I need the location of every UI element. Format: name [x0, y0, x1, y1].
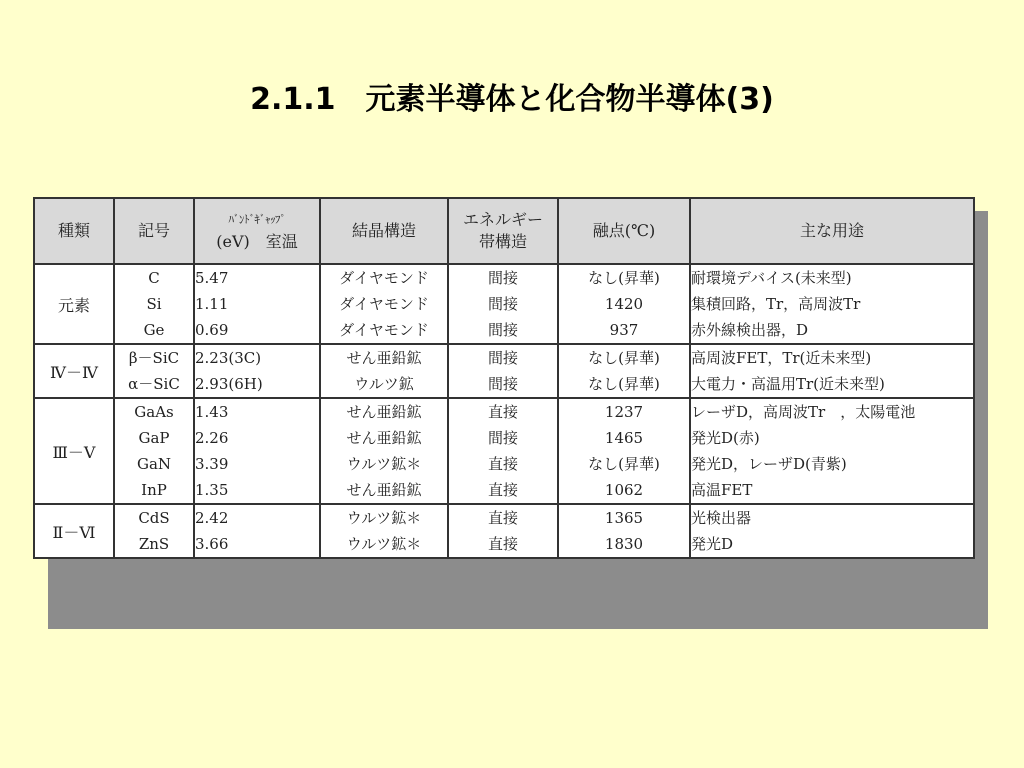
- band-structure-cell-line: 直接: [487, 535, 518, 553]
- bandgap-cell-line: 1.43: [195, 403, 229, 421]
- symbol-cell-line: β－SiC: [128, 349, 180, 367]
- bandgap-cell: [194, 398, 320, 504]
- band-structure-cell-line: 間接: [487, 321, 518, 339]
- header-bandgap-line1: ﾊﾞﾝﾄﾞｷﾞｬｯﾌﾟ: [228, 213, 286, 226]
- table-row: [34, 344, 974, 398]
- melting-point-cell-line: 1237: [604, 403, 644, 421]
- uses-cell-line: 発光D: [691, 535, 734, 553]
- group-kind-cell: Ⅳ－Ⅳ: [34, 344, 114, 398]
- uses-cell-line: 集積回路，Tr，高周波Tr: [691, 295, 861, 313]
- melting-point-cell-line: 1365: [604, 509, 644, 527]
- band-structure-cell-line: 直接: [487, 403, 518, 421]
- bandgap-cell-line: 2.42: [195, 509, 229, 527]
- bandgap-cell-line: 3.66: [195, 535, 229, 553]
- uses-cell-line: 高周波FET，Tr(近未来型): [691, 349, 872, 367]
- semiconductor-properties-table: [33, 197, 975, 559]
- crystal-cell-line: ダイヤモンド: [339, 269, 429, 287]
- bandgap-cell-line: 1.35: [195, 481, 229, 499]
- uses-cell: [690, 264, 974, 344]
- header-bandgap-line2: (eV) 室温: [216, 232, 298, 251]
- crystal-cell-line: せん亜鉛鉱: [346, 349, 422, 367]
- slide-title: 2.1.1 元素半導体と化合物半導体(3): [250, 82, 774, 117]
- band-structure-cell: [448, 264, 558, 344]
- melting-point-cell-line: なし(昇華): [588, 375, 660, 393]
- header-uses: 主な用途: [690, 198, 974, 264]
- melting-point-cell-line: なし(昇華): [588, 455, 660, 473]
- header-crystal: 結晶構造: [320, 198, 448, 264]
- melting-point-cell: [558, 344, 690, 398]
- uses-cell-line: 赤外線検出器，D: [691, 321, 809, 339]
- uses-cell: [690, 504, 974, 558]
- melting-point-cell: [558, 264, 690, 344]
- uses-cell-line: 大電力・高温用Tr(近未来型): [691, 375, 885, 393]
- crystal-cell: [320, 504, 448, 558]
- crystal-cell-line: ウルツ鉱＊: [346, 535, 422, 553]
- band-structure-cell-line: 間接: [487, 295, 518, 313]
- band-structure-cell-line: 直接: [487, 455, 518, 473]
- melting-point-cell-line: 1830: [604, 535, 644, 553]
- header-bandgap: [194, 198, 320, 264]
- table-header-row: [34, 198, 974, 264]
- band-structure-cell-line: 間接: [487, 375, 518, 393]
- crystal-cell-line: ダイヤモンド: [339, 321, 429, 339]
- header-energy-band: [448, 198, 558, 264]
- crystal-cell: [320, 398, 448, 504]
- band-structure-cell: [448, 504, 558, 558]
- crystal-cell-line: せん亜鉛鉱: [346, 481, 422, 499]
- melting-point-cell: [558, 398, 690, 504]
- uses-cell: [690, 344, 974, 398]
- properties-table-container: [33, 197, 973, 559]
- symbol-cell-line: InP: [141, 481, 167, 499]
- symbol-cell-line: ZnS: [138, 535, 170, 553]
- uses-cell-line: 高温FET: [691, 481, 753, 499]
- band-structure-cell-line: 直接: [487, 509, 518, 527]
- bandgap-cell-line: 3.39: [195, 455, 229, 473]
- crystal-cell-line: ウルツ鉱＊: [346, 509, 422, 527]
- band-structure-cell-line: 直接: [487, 481, 518, 499]
- band-structure-cell: [448, 344, 558, 398]
- melting-point-cell-line: 1062: [604, 481, 644, 499]
- crystal-cell-line: ウルツ鉱: [354, 375, 414, 393]
- symbol-cell: [114, 344, 194, 398]
- symbol-cell: [114, 504, 194, 558]
- crystal-cell: [320, 344, 448, 398]
- symbol-cell-line: Ge: [143, 321, 165, 339]
- bandgap-cell: [194, 344, 320, 398]
- bandgap-cell-line: 5.47: [195, 269, 229, 287]
- crystal-cell-line: せん亜鉛鉱: [346, 429, 422, 447]
- melting-point-cell-line: 1465: [604, 429, 644, 447]
- band-structure-cell-line: 間接: [487, 269, 518, 287]
- crystal-cell: [320, 264, 448, 344]
- crystal-cell-line: ダイヤモンド: [339, 295, 429, 313]
- header-energy-line2: 帯構造: [478, 232, 527, 251]
- bandgap-cell-line: 0.69: [195, 321, 229, 339]
- symbol-cell: [114, 264, 194, 344]
- symbol-cell-line: GaP: [138, 429, 170, 447]
- melting-point-cell-line: なし(昇華): [588, 269, 660, 287]
- table-row: [34, 264, 974, 344]
- symbol-cell-line: CdS: [138, 509, 170, 527]
- symbol-cell: [114, 398, 194, 504]
- bandgap-cell-line: 2.23(3C): [195, 349, 262, 367]
- symbol-cell-line: Si: [146, 295, 162, 313]
- header-kind: 種類: [34, 198, 114, 264]
- symbol-cell-line: GaN: [136, 455, 172, 473]
- bandgap-cell-line: 2.93(6H): [195, 375, 263, 393]
- melting-point-cell: [558, 504, 690, 558]
- group-kind-cell: Ⅲ－Ⅴ: [34, 398, 114, 504]
- uses-cell-line: 耐環境デバイス(未来型): [691, 269, 852, 287]
- header-energy-line1: エネルギー: [462, 210, 543, 229]
- symbol-cell-line: α－SiC: [128, 375, 180, 393]
- uses-cell-line: レーザD，高周波Tr ，太陽電池: [691, 403, 916, 421]
- melting-point-cell-line: 1420: [604, 295, 644, 313]
- melting-point-cell-line: 937: [609, 321, 639, 339]
- header-melting: 融点(℃): [558, 198, 690, 264]
- uses-cell-line: 発光D(赤): [691, 429, 760, 447]
- table-row: [34, 504, 974, 558]
- uses-cell: [690, 398, 974, 504]
- bandgap-cell: [194, 264, 320, 344]
- band-structure-cell: [448, 398, 558, 504]
- uses-cell-line: 光検出器: [691, 509, 752, 527]
- symbol-cell-line: C: [148, 269, 160, 287]
- header-symbol: 記号: [114, 198, 194, 264]
- uses-cell-line: 発光D，レーザD(青紫): [691, 455, 847, 473]
- band-structure-cell-line: 間接: [487, 349, 518, 367]
- crystal-cell-line: ウルツ鉱＊: [346, 455, 422, 473]
- bandgap-cell-line: 1.11: [195, 295, 229, 313]
- crystal-cell-line: せん亜鉛鉱: [346, 403, 422, 421]
- table-row: [34, 398, 974, 504]
- bandgap-cell: [194, 504, 320, 558]
- group-kind-cell: Ⅱ－Ⅵ: [34, 504, 114, 558]
- group-kind-cell: 元素: [34, 264, 114, 344]
- symbol-cell-line: GaAs: [134, 403, 174, 421]
- melting-point-cell-line: なし(昇華): [588, 349, 660, 367]
- band-structure-cell-line: 間接: [487, 429, 518, 447]
- bandgap-cell-line: 2.26: [195, 429, 229, 447]
